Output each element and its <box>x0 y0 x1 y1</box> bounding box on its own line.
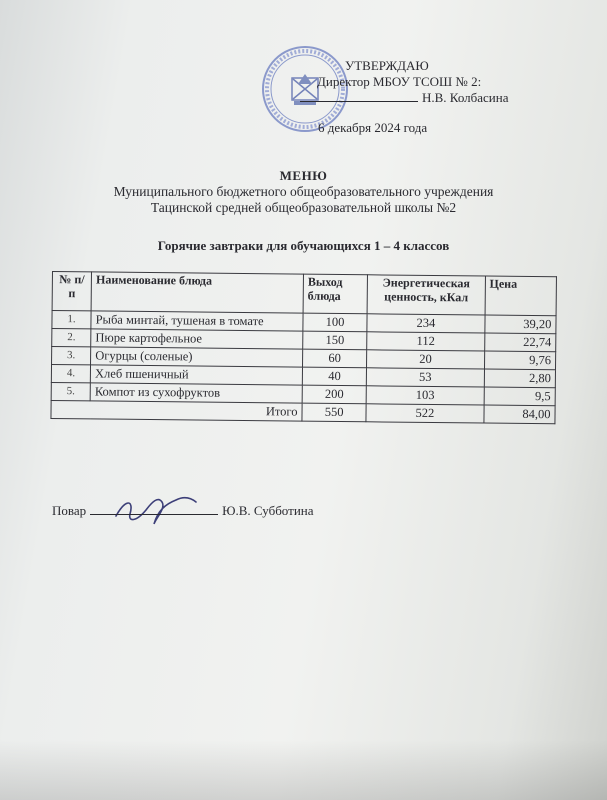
row-energy: 112 <box>367 332 485 351</box>
row-num: 4. <box>51 365 90 383</box>
header-output: Выход блюда <box>303 274 368 314</box>
table-header-row <box>52 272 556 316</box>
row-energy: 53 <box>367 368 485 387</box>
row-energy: 20 <box>367 350 485 369</box>
row-output: 40 <box>302 367 366 386</box>
header-num: № п/п <box>52 272 92 311</box>
approval-date: 6 декабря 2024 года <box>318 120 428 135</box>
total-energy: 522 <box>366 404 484 423</box>
approval-director-line <box>300 90 509 106</box>
approval-position: Директор МБОУ ТСОШ № 2: <box>317 74 482 89</box>
row-price: 9,5 <box>484 387 556 406</box>
page-shadow <box>0 740 607 800</box>
organization-line-1: Муниципального бюджетного общеобразовательного учреждения <box>113 184 494 199</box>
row-price: 22,74 <box>484 333 556 352</box>
director-signature-line <box>300 90 418 102</box>
director-name: Н.В. Колбасина <box>422 90 509 105</box>
row-num: 1. <box>52 311 91 329</box>
header-name: Наименование блюда <box>91 272 303 313</box>
total-output: 550 <box>302 403 366 422</box>
row-energy: 103 <box>366 386 484 405</box>
row-price: 39,20 <box>485 315 557 334</box>
organization-line-2: Тацинской средней общеобразовательной школы №2 <box>150 200 457 215</box>
menu-table <box>50 271 557 424</box>
total-label: Итого <box>51 400 302 421</box>
row-output: 200 <box>302 385 366 404</box>
row-name: Пюре картофельное <box>91 329 303 349</box>
row-energy: 234 <box>367 314 485 333</box>
row-price: 9,76 <box>484 351 556 370</box>
cook-label: Повар <box>52 503 87 518</box>
cook-signature-line <box>90 502 218 515</box>
row-num: 3. <box>52 347 91 365</box>
table-total-row <box>51 400 555 423</box>
header-energy: Энергетическая ценность, кКал <box>367 275 485 315</box>
document-title: МЕНЮ <box>279 168 328 183</box>
row-output: 100 <box>303 313 367 332</box>
row-name: Рыба минтай, тушеная в томате <box>91 311 303 331</box>
document-subtitle: Горячие завтраки для обучающихся 1 – 4 классов <box>157 238 450 253</box>
row-name: Огурцы (соленые) <box>91 347 303 367</box>
approval-title: УТВЕРЖДАЮ <box>345 58 429 73</box>
row-output: 60 <box>302 349 366 368</box>
row-name: Хлеб пшеничный <box>90 365 302 385</box>
header-price: Цена <box>485 276 557 316</box>
row-name: Компот из сухофруктов <box>90 383 302 403</box>
total-price: 84,00 <box>484 405 556 424</box>
row-price: 2,80 <box>484 369 556 388</box>
row-num: 2. <box>52 329 91 347</box>
cook-name: Ю.В. Субботина <box>222 503 314 518</box>
cook-signature-block <box>52 502 314 519</box>
row-output: 150 <box>303 331 367 350</box>
row-num: 5. <box>51 382 90 400</box>
